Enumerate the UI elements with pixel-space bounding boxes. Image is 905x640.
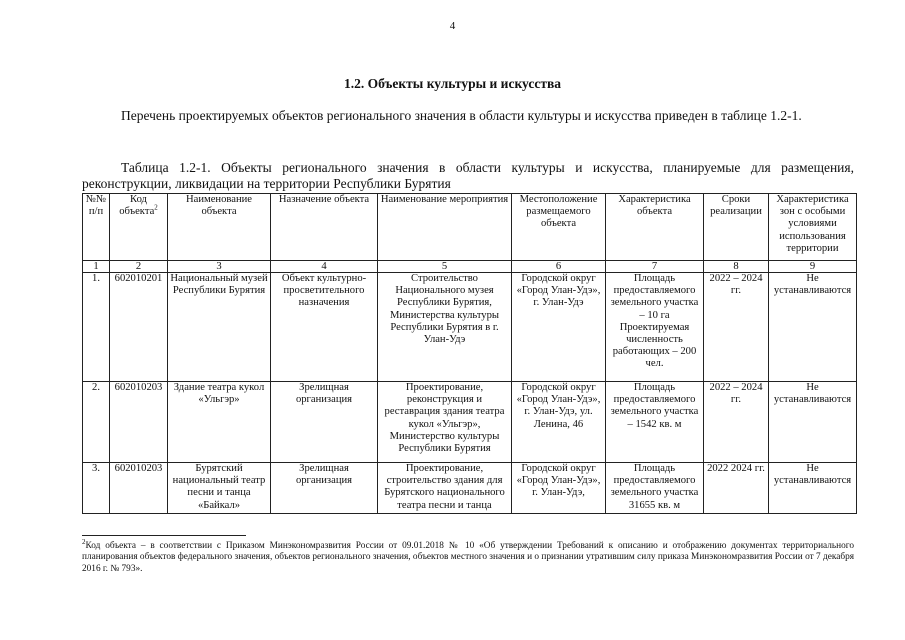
column-number: 3 — [168, 261, 271, 273]
table-row — [83, 273, 857, 382]
header-terms: Сроки реализации — [704, 194, 769, 261]
column-number: 9 — [769, 261, 857, 273]
cell-action: Проектирование, реконструкция и реставрация здания театра кукол «Ульгэр», Министерство культуры Республики Бурятия — [378, 382, 512, 463]
column-number: 4 — [271, 261, 378, 273]
cell-terms: 2022 – 2024 гг. — [704, 273, 769, 382]
cell-zones: Не устанавливаются — [769, 382, 857, 463]
cell-location: Городской округ «Город Улан-Удэ», г. Улан-Удэ — [512, 273, 606, 382]
cell-code: 602010201 — [110, 273, 168, 382]
cell-location: Городской округ «Город Улан-Удэ», г. Улан-Удэ, ул. Ленина, 46 — [512, 382, 606, 463]
cell-action: Проектирование, строительство здания для Бурятского национального театра песни и танца — [378, 463, 512, 514]
cell-num: 1. — [83, 273, 110, 382]
table-row — [83, 463, 857, 514]
cell-zones: Не устанавливаются — [769, 463, 857, 514]
cell-name: Бурятский национальный театр песни и танца «Байкал» — [168, 463, 271, 514]
objects-table — [82, 193, 857, 514]
cell-num: 3. — [83, 463, 110, 514]
cell-characteristic: Площадь предоставляемого земельного участка – 10 га Проектируемая численность работающих – 200 чел. — [606, 273, 704, 382]
cell-purpose: Зрелищная организация — [271, 382, 378, 463]
header-action: Наименование мероприятия — [378, 194, 512, 261]
header-location: Местоположение размещаемого объекта — [512, 194, 606, 261]
column-number: 5 — [378, 261, 512, 273]
table-row — [83, 382, 857, 463]
column-number: 1 — [83, 261, 110, 273]
cell-characteristic: Площадь предоставляемого земельного участка – 1542 кв. м — [606, 382, 704, 463]
header-code — [110, 194, 168, 261]
footnote — [82, 537, 854, 575]
header-zones: Характеристика зон с особыми условиями использования территории — [769, 194, 857, 261]
intro-paragraph: Перечень проектируемых объектов регионального значения в области культуры и искусства приведен в таблице 1.2-1. — [121, 108, 802, 123]
footnote-text: Код объекта – в соответствии с Приказом Минэкономразвития России от 09.01.2018 № 10 «Об утверждении Требований к описанию и отображению документах территориального планирования объектов федерального значения, объектов регионального значения, объектов местного значения и о признании утратившим силу приказа Минэкономразвития России от 7 декабря 2016 г. № 793». — [82, 541, 854, 574]
cell-code: 602010203 — [110, 463, 168, 514]
header-row — [83, 194, 857, 261]
cell-terms: 2022 – 2024 гг. — [704, 382, 769, 463]
column-number-row — [83, 261, 857, 273]
column-number: 2 — [110, 261, 168, 273]
cell-purpose: Объект культурно-просветительного назначения — [271, 273, 378, 382]
header-characteristic: Характеристика объекта — [606, 194, 704, 261]
cell-zones: Не устанавливаются — [769, 273, 857, 382]
column-number: 6 — [512, 261, 606, 273]
cell-characteristic: Площадь предоставляемого земельного участка 31655 кв. м — [606, 463, 704, 514]
page-number: 4 — [449, 20, 456, 32]
cell-location: Городской округ «Город Улан-Удэ», г. Улан-Удэ, — [512, 463, 606, 514]
cell-terms: 2022 2024 гг. — [704, 463, 769, 514]
column-number: 8 — [704, 261, 769, 273]
cell-name: Национальный музей Республики Бурятия — [168, 273, 271, 382]
header-num: №№ п/п — [83, 194, 110, 261]
header-name: Наименование объекта — [168, 194, 271, 261]
header-code-label: Код объекта — [119, 194, 155, 218]
column-number: 7 — [606, 261, 704, 273]
footnote-number: 2 — [82, 537, 86, 546]
cell-num: 2. — [83, 382, 110, 463]
cell-purpose: Зрелищная организация — [271, 463, 378, 514]
footnote-divider — [82, 535, 246, 536]
cell-name: Здание театра кукол «Ульгэр» — [168, 382, 271, 463]
footnote-mark: 2 — [154, 203, 158, 212]
header-purpose: Назначение объекта — [271, 194, 378, 261]
cell-code: 602010203 — [110, 382, 168, 463]
cell-action: Строительство Национального музея Республики Бурятия, Министерства культуры Республики Бурятия в г. Улан-Удэ — [378, 273, 512, 382]
section-heading: 1.2. Объекты культуры и искусства — [343, 76, 562, 91]
table-caption: Таблица 1.2-1. Объекты регионального значения в области культуры и искусства, планируемые для размещения, реконструкции, ликвидации на территории Республики Бурятия — [82, 160, 854, 191]
